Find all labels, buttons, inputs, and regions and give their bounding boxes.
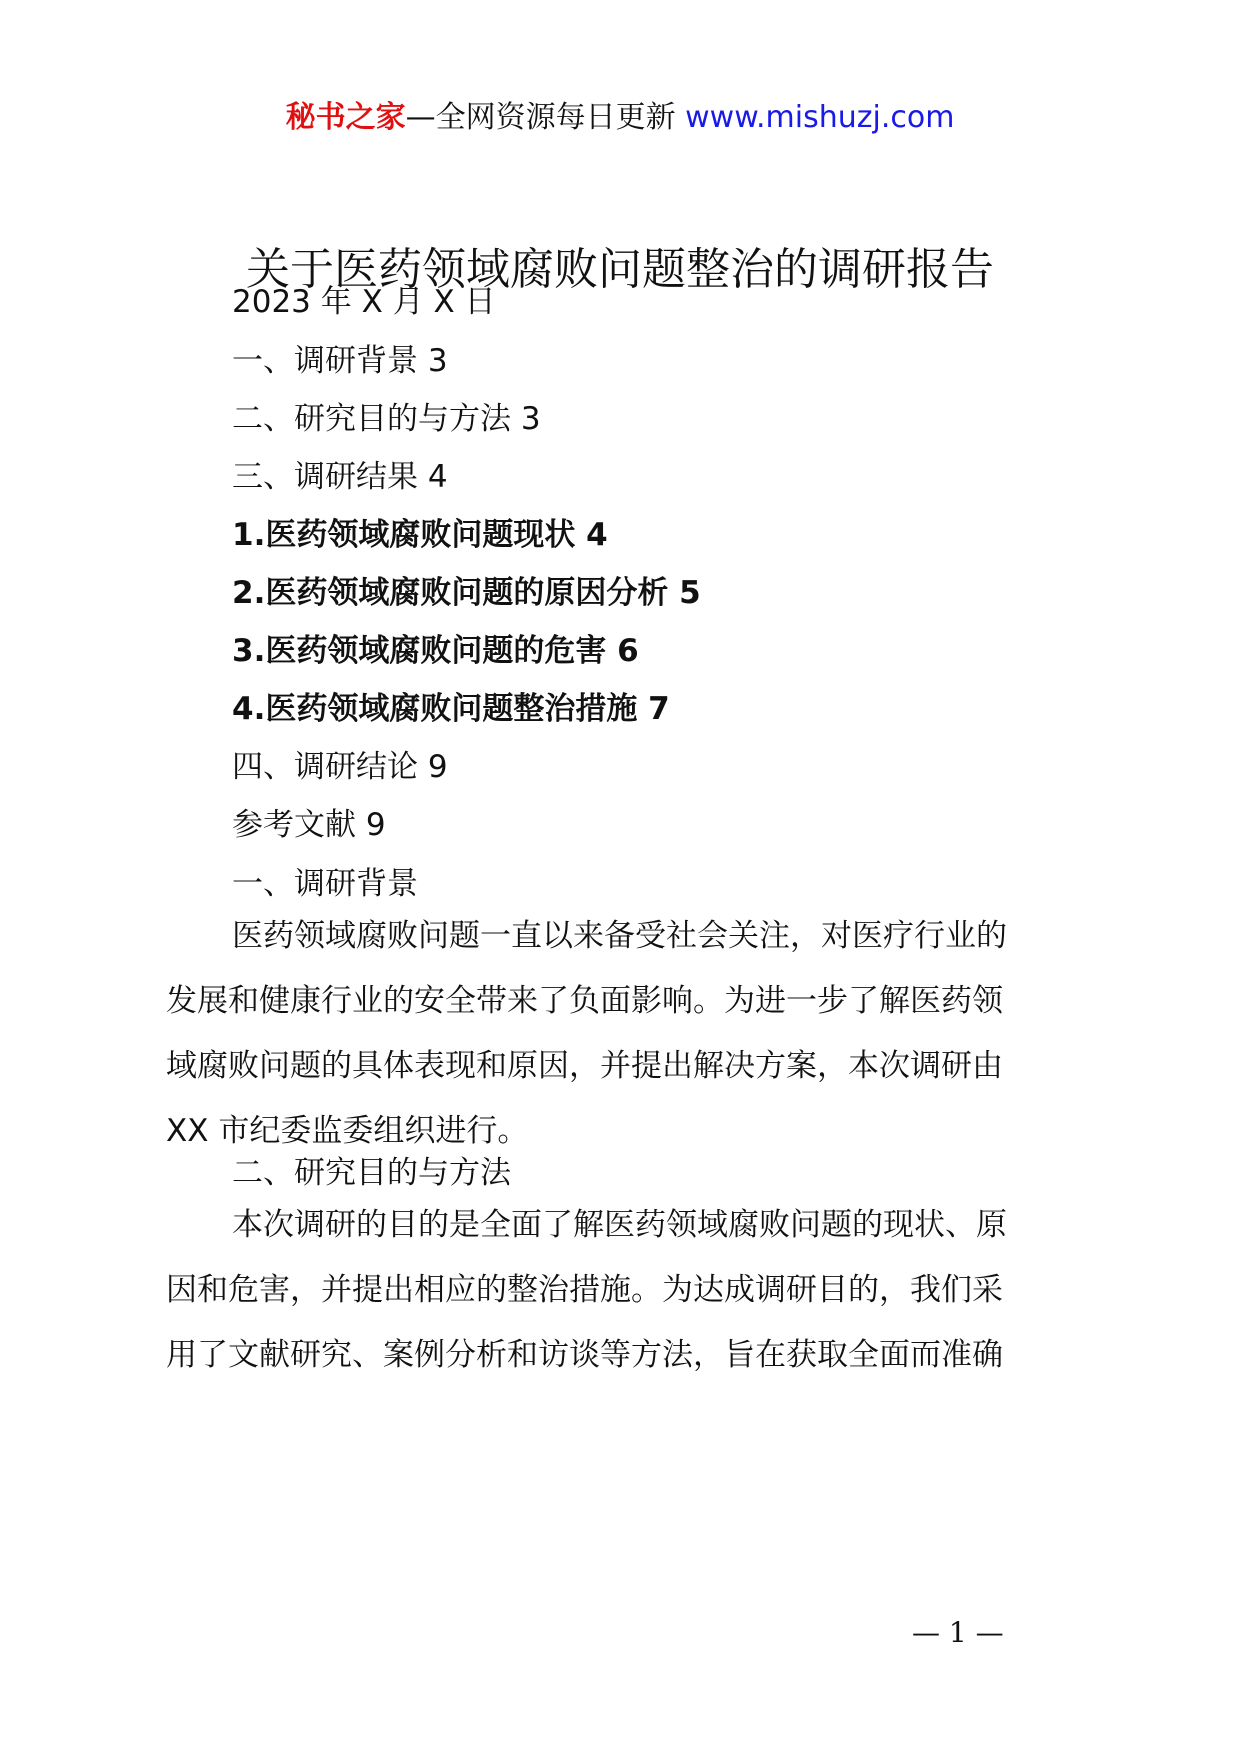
toc-entry: 二、研究目的与方法 3 — [232, 401, 541, 437]
toc-entry: 参考文献 9 — [232, 807, 386, 843]
toc-subentry: 1.医药领域腐败问题现状 4 — [232, 517, 608, 553]
toc-entry: 四、调研结论 9 — [232, 749, 448, 785]
paragraph-line: 医药领域腐败问题一直以来备受社会关注，对医疗行业的 — [232, 918, 1007, 954]
paragraph-line: 本次调研的目的是全面了解医药领域腐败问题的现状、原 — [232, 1207, 1007, 1243]
paragraph-purpose — [166, 1193, 1086, 1388]
toc-subentry: 2.医药领域腐败问题的原因分析 5 — [232, 575, 701, 611]
document-date: 2023 年 X 月 X 日 — [232, 284, 496, 320]
section-heading-purpose: 二、研究目的与方法 — [232, 1155, 511, 1191]
paragraph-background — [166, 904, 1086, 1164]
banner-slogan: —全网资源每日更新 — [405, 100, 676, 135]
site-banner — [0, 98, 1240, 138]
toc-entry: 一、调研背景 3 — [232, 343, 448, 379]
section-heading-background: 一、调研背景 — [232, 866, 418, 902]
document-title: 关于医药领域腐败问题整治的调研报告 — [246, 244, 994, 295]
page-number: — 1 — — [912, 1616, 1004, 1649]
paragraph-line: XX 市纪委监委组织进行。 — [166, 1113, 529, 1149]
toc-entry: 三、调研结果 4 — [232, 459, 448, 495]
toc-subentry: 3.医药领域腐败问题的危害 6 — [232, 633, 639, 669]
paragraph-line: 发展和健康行业的安全带来了负面影响。为进一步了解医药领 — [166, 983, 1003, 1019]
paragraph-line: 因和危害，并提出相应的整治措施。为达成调研目的，我们采 — [166, 1272, 1003, 1308]
paragraph-line: 域腐败问题的具体表现和原因，并提出解决方案，本次调研由 — [166, 1048, 1003, 1084]
toc-subentry: 4.医药领域腐败问题整治措施 7 — [232, 691, 670, 727]
banner-url-link[interactable]: www.mishuzj.com — [685, 100, 955, 135]
banner-brand: 秘书之家 — [285, 100, 406, 135]
paragraph-line: 用了文献研究、案例分析和访谈等方法，旨在获取全面而准确 — [166, 1337, 1003, 1373]
